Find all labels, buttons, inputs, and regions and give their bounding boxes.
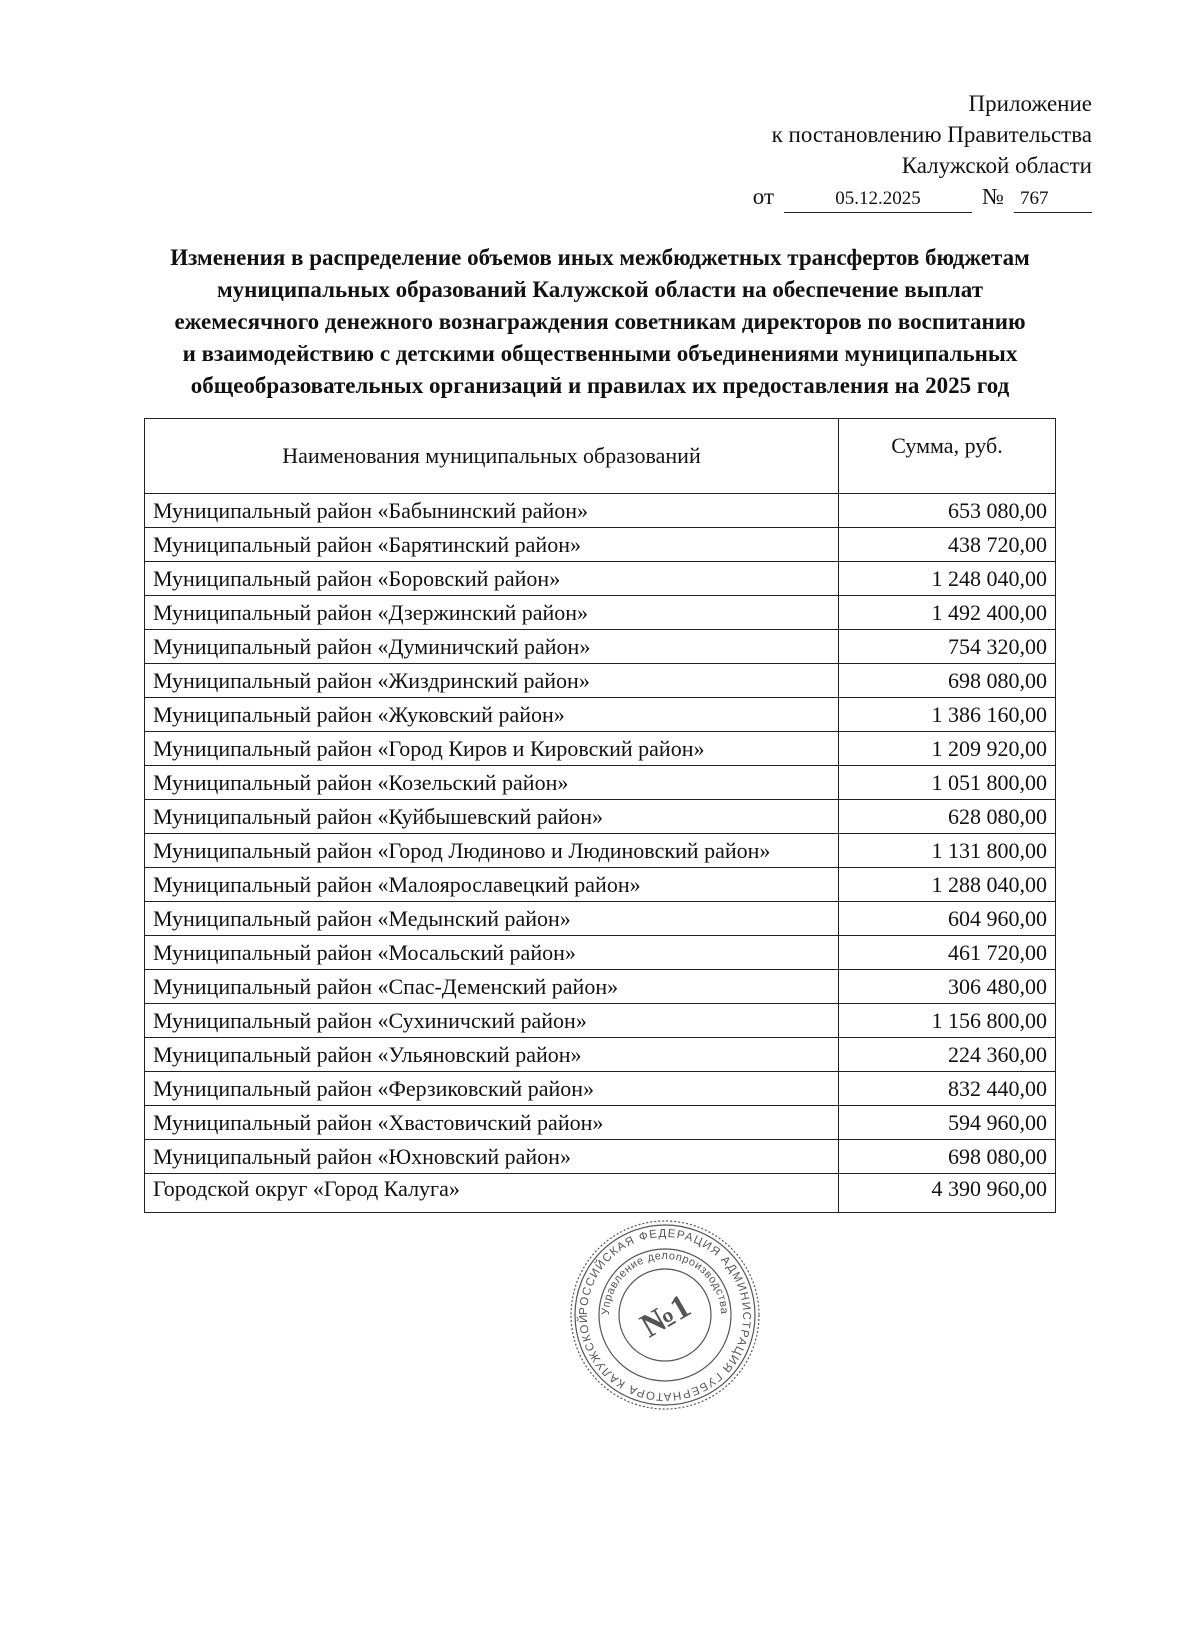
attachment-header: [712, 88, 1092, 213]
municipality-name: Муниципальный район «Спас-Деменский район»: [145, 970, 839, 1004]
allocation-sum: 628 080,00: [839, 800, 1056, 834]
table-row: [145, 1038, 1056, 1072]
municipality-name: Муниципальный район «Город Людиново и Людиновский район»: [145, 834, 839, 868]
allocation-sum: 653 080,00: [839, 494, 1056, 528]
attachment-line: Приложение: [968, 91, 1092, 116]
municipality-name: Муниципальный район «Хвастовичский район»: [145, 1106, 839, 1140]
table-row: [145, 596, 1056, 630]
municipality-name: Муниципальный район «Медынский район»: [145, 902, 839, 936]
municipality-name: Муниципальный район «Ферзиковский район»: [145, 1072, 839, 1106]
attachment-line: Калужской области: [901, 153, 1092, 178]
attachment-line: к постановлению Правительства: [771, 122, 1092, 147]
allocation-sum: 1 288 040,00: [839, 868, 1056, 902]
allocation-sum: 1 156 800,00: [839, 1004, 1056, 1038]
municipality-name: Муниципальный район «Сухиничский район»: [145, 1004, 839, 1038]
table-row: [145, 528, 1056, 562]
allocation-sum: 1 386 160,00: [839, 698, 1056, 732]
table-body: [145, 494, 1056, 1213]
municipality-name: Муниципальный район «Жуковский район»: [145, 698, 839, 732]
allocation-sum: 698 080,00: [839, 1140, 1056, 1174]
date-prefix: от: [752, 184, 775, 209]
column-header-sum: Сумма, руб.: [839, 419, 1056, 494]
allocation-sum: 306 480,00: [839, 970, 1056, 1004]
municipality-name: Муниципальный район «Боровский район»: [145, 562, 839, 596]
allocation-sum: 754 320,00: [839, 630, 1056, 664]
table-row: [145, 800, 1056, 834]
allocation-sum: 461 720,00: [839, 936, 1056, 970]
table-row: [145, 936, 1056, 970]
municipality-name: Муниципальный район «Козельский район»: [145, 766, 839, 800]
allocation-sum: 1 248 040,00: [839, 562, 1056, 596]
table-row: [145, 1174, 1056, 1213]
municipality-name: Муниципальный район «Мосальский район»: [145, 936, 839, 970]
table-row: [145, 698, 1056, 732]
table-row: [145, 902, 1056, 936]
seal-center-number: №1: [634, 1287, 698, 1346]
municipality-name: Муниципальный район «Юхновский район»: [145, 1140, 839, 1174]
table-row: [145, 1004, 1056, 1038]
allocation-sum: 832 440,00: [839, 1072, 1056, 1106]
title-line: муниципальных образований Калужской области на обеспечение выплат: [216, 277, 983, 302]
municipality-name: Муниципальный район «Жиздринский район»: [145, 664, 839, 698]
table-row: [145, 732, 1056, 766]
title-line: и взаимодействию с детскими общественными объединениями муниципальных: [182, 341, 1018, 366]
column-header-name: Наименования муниципальных образований: [145, 419, 839, 494]
municipality-name: Муниципальный район «Куйбышевский район»: [145, 800, 839, 834]
allocation-sum: 1 209 920,00: [839, 732, 1056, 766]
title-line: Изменения в распределение объемов иных межбюджетных трансфертов бюджетам: [170, 245, 1030, 270]
municipality-name: Городской округ «Город Калуга»: [145, 1174, 839, 1213]
title-line: общеобразовательных организаций и правилах их предоставления на 2025 год: [190, 373, 1010, 398]
allocation-sum: 438 720,00: [839, 528, 1056, 562]
document-number: 767: [1014, 186, 1092, 213]
municipality-name: Муниципальный район «Город Киров и Кировский район»: [145, 732, 839, 766]
municipality-name: Муниципальный район «Барятинский район»: [145, 528, 839, 562]
table-row: [145, 664, 1056, 698]
title-line: ежемесячного денежного вознаграждения советникам директоров по воспитанию: [174, 309, 1026, 334]
seal-inner-text: Управление делопроизводства: [599, 1249, 731, 1316]
document-date: 05.12.2025: [784, 186, 972, 213]
document-title: [100, 242, 1100, 402]
seal-stamp-graphic: [565, 1215, 765, 1415]
allocation-sum: 224 360,00: [839, 1038, 1056, 1072]
allocation-table: [144, 418, 1056, 1213]
municipality-name: Муниципальный район «Бабынинский район»: [145, 494, 839, 528]
table-row: [145, 868, 1056, 902]
date-number-line: [712, 181, 1092, 213]
table-row: [145, 562, 1056, 596]
allocation-sum: 1 492 400,00: [839, 596, 1056, 630]
table-row: [145, 1140, 1056, 1174]
table-row: [145, 1072, 1056, 1106]
allocation-sum: 698 080,00: [839, 664, 1056, 698]
allocation-sum: 604 960,00: [839, 902, 1056, 936]
municipality-name: Муниципальный район «Ульяновский район»: [145, 1038, 839, 1072]
table-row: [145, 766, 1056, 800]
allocation-sum: 4 390 960,00: [839, 1174, 1056, 1213]
table-row: [145, 630, 1056, 664]
municipality-name: Муниципальный район «Думиничский район»: [145, 630, 839, 664]
table-row: [145, 834, 1056, 868]
table-row: [145, 970, 1056, 1004]
municipality-name: Муниципальный район «Дзержинский район»: [145, 596, 839, 630]
allocation-sum: 1 051 800,00: [839, 766, 1056, 800]
table-header-row: [145, 419, 1056, 494]
allocation-sum: 594 960,00: [839, 1106, 1056, 1140]
table-row: [145, 494, 1056, 528]
table-row: [145, 1106, 1056, 1140]
number-prefix: №: [982, 184, 1004, 209]
municipality-name: Муниципальный район «Малоярославецкий район»: [145, 868, 839, 902]
seal-outer-text: РОССИЙСКАЯ ФЕДЕРАЦИЯ АДМИНИСТРАЦИЯ ГУБЕРНАТОРА КАЛУЖСКОЙ: [577, 1227, 753, 1403]
official-seal: [565, 1215, 765, 1415]
allocation-sum: 1 131 800,00: [839, 834, 1056, 868]
